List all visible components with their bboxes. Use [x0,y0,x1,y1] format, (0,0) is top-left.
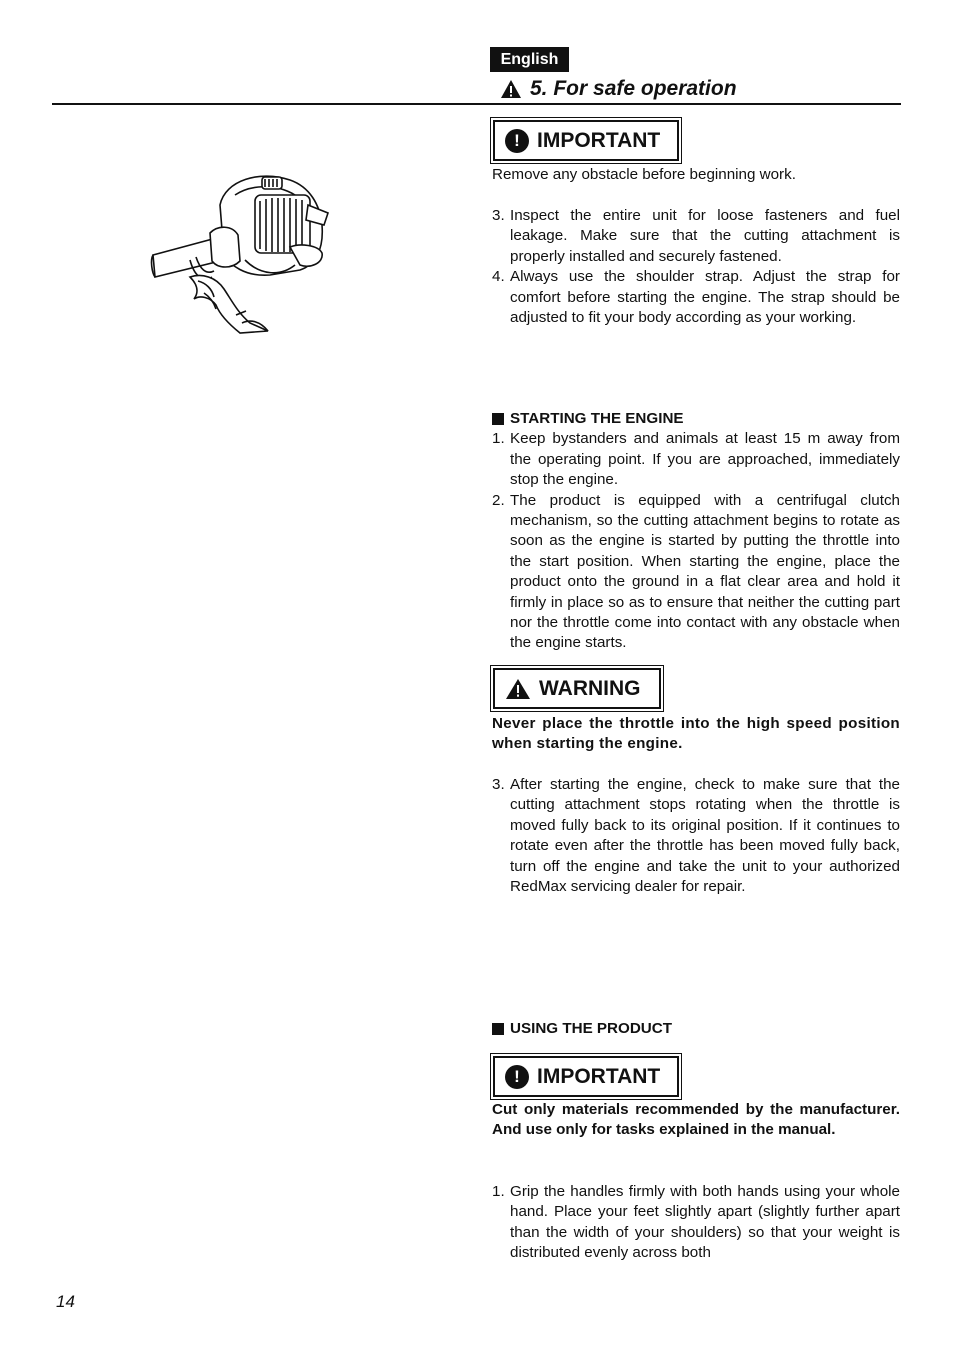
intro-text: Remove any obstacle before beginning work. [492,166,796,183]
grip-list [492,1182,900,1264]
exclamation-circle-icon: ! [505,1065,529,1089]
list-text: Always use the shoulder strap. Adjust the strap for comfort before starting the engine. The strap should be adjusted to fit your body according as your working. [510,268,900,327]
black-square-bullet-icon [492,413,504,425]
using-product-section [492,1019,900,1039]
important-label: IMPORTANT [537,128,661,152]
heading-text: STARTING THE ENGINE [510,410,684,427]
header-rule [52,103,901,105]
list-text: The product is equipped with a centrifugal clutch mechanism, so the cutting attachment begins to rotate as soon as the engine is started by putting the throttle into the start position. When starting the engine, place the product onto the ground in a flat clear area and hold it firmly in place so as to ensure that neither the cutting part nor the throttle come into contact with any obstacle when the engine starts. [510,491,900,652]
list-item [492,267,900,328]
throttle-grip-illustration [150,165,330,335]
section-title-text: 5. For safe operation [530,77,737,100]
warning-text: Never place the throttle into the high speed position when starting the engine. [492,715,900,753]
list-item [492,1182,900,1264]
using-product-heading [492,1019,900,1039]
list-number: 3. [492,776,505,793]
section-title [500,75,737,103]
page-number: 14 [56,1292,75,1311]
important-notice-1 [493,120,679,161]
warning-label: WARNING [539,676,641,700]
list-text: After starting the engine, check to make sure that the cutting attachment stops rotating when the throttle is moved fully back to its original position. If it continues to rotate even after the throttle has been moved fully back, turn off the engine and take the unit to your authorized RedMax servicing dealer for repair. [510,776,900,896]
list-item [492,429,900,490]
intro-block [492,165,900,185]
list-number: 4. [492,268,505,286]
starting-engine-heading [492,409,900,429]
warning-triangle-icon [500,79,522,99]
black-square-bullet-icon [492,1023,504,1035]
starting-engine-section [492,409,900,654]
list-text: Keep bystanders and animals at least 15 m away from the operating point. If you are approached, immediately stop the engine. [510,430,900,489]
warning-triangle-icon [505,678,531,700]
list-item [492,206,900,267]
important-label: IMPORTANT [537,1064,661,1088]
warning-text-block [492,714,900,755]
exclamation-circle-icon: ! [505,129,529,153]
warning-notice [493,668,661,709]
list-text: Grip the handles firmly with both hands using your whole hand. Place your feet slightly apart (slightly further apart than the width of your shoulders) so that your weight is distributed evenly across both [510,1183,900,1262]
important-notice-2 [493,1056,679,1097]
list-number: 3. [492,207,505,224]
heading-text: USING THE PRODUCT [510,1020,673,1037]
list-number: 1. [492,430,505,448]
list-item [492,491,900,654]
list-item [492,775,900,897]
list-text: Inspect the entire unit for loose fasteners and fuel leakage. Make sure that the cutting attachment is properly installed and securely fastened. [510,207,900,265]
important-text: Cut only materials recommended by the manufacturer. And use only for tasks explained in the manual. [492,1101,900,1139]
language-tab: English [490,47,569,72]
important-text-block [492,1100,900,1141]
inspection-list [492,206,900,328]
list-number: 1. [492,1183,505,1200]
list-number: 2. [492,491,505,509]
after-start-list [492,775,900,897]
